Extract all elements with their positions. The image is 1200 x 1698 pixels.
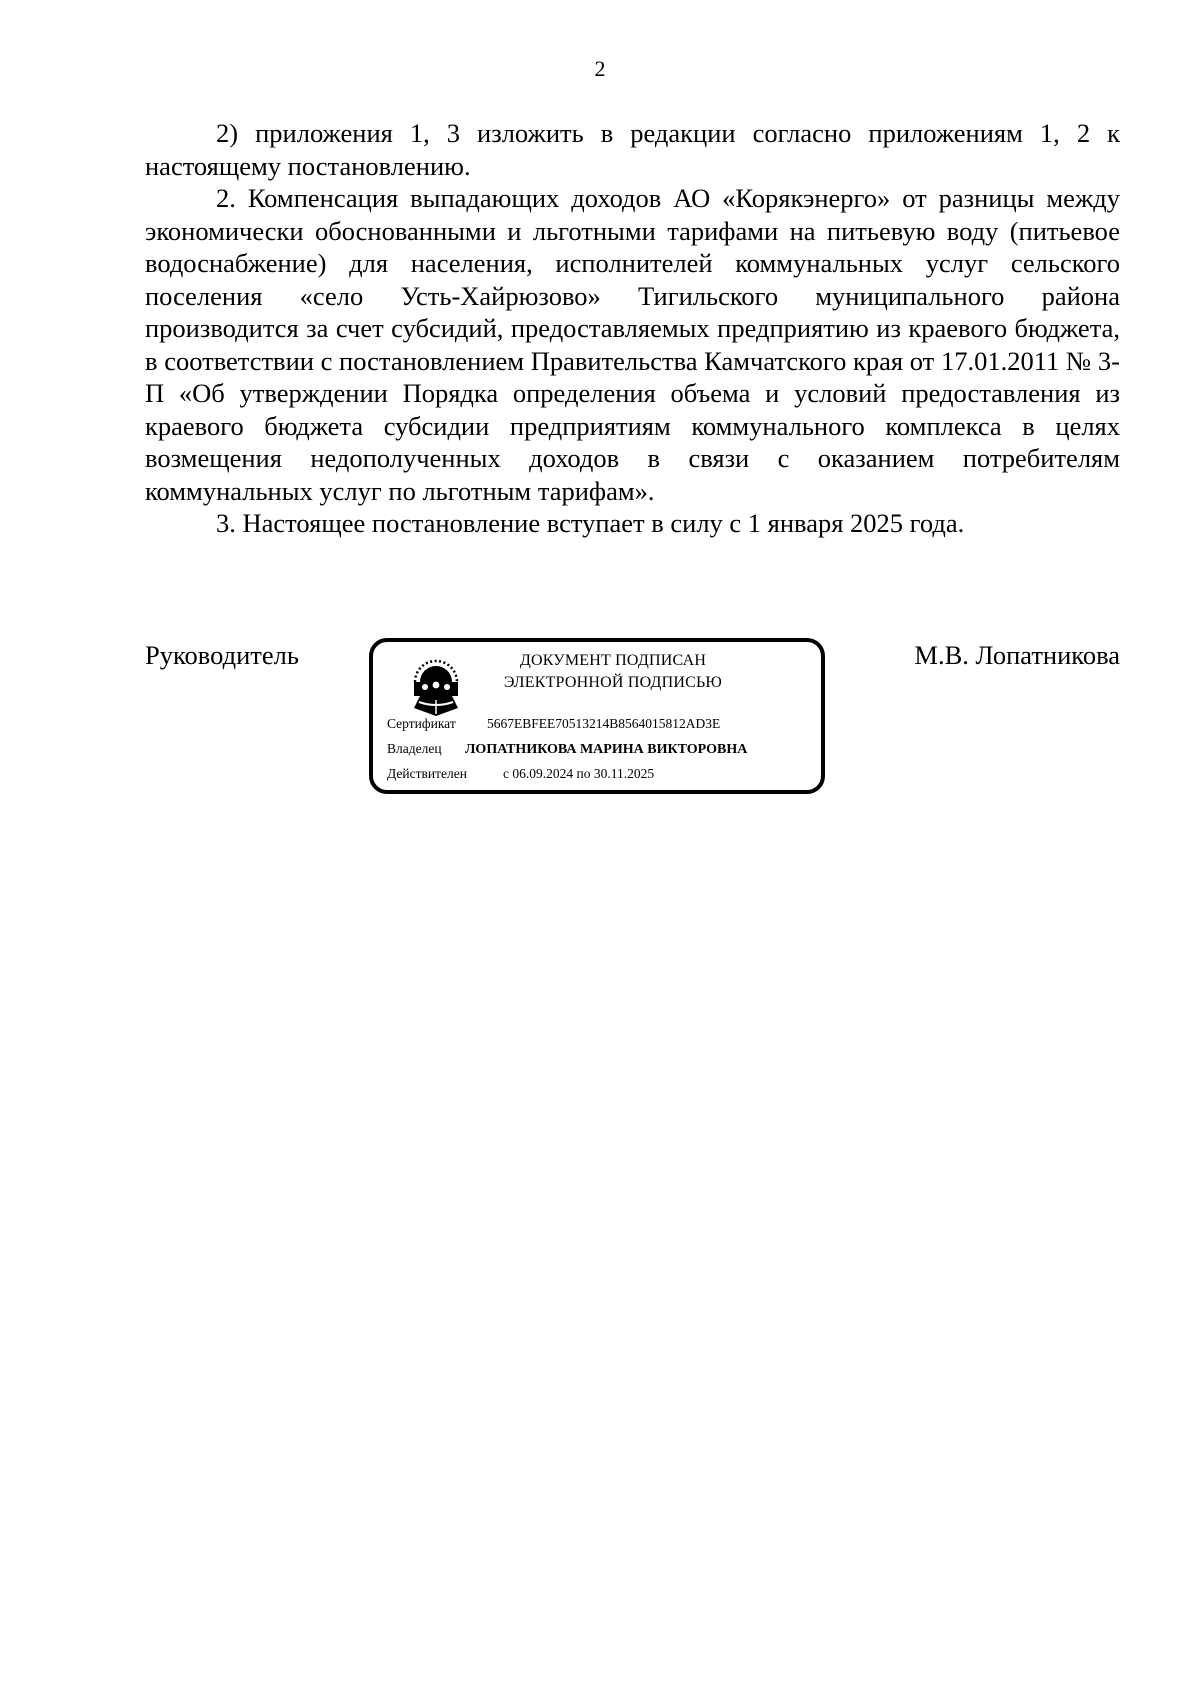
page-number: 2	[594, 56, 606, 81]
certificate-row	[387, 716, 720, 732]
stamp-title-line-2: ЭЛЕКТРОННОЙ ПОДПИСЬЮ	[503, 674, 723, 691]
certificate-label: Сертификат	[387, 716, 456, 731]
stamp-title	[463, 650, 763, 694]
signer-position: Руководитель	[145, 640, 299, 670]
certificate-value: 5667EBFEE70513214B8564015812AD3E	[487, 716, 721, 731]
document-body	[145, 117, 1120, 540]
signer-name: М.В. Лопатникова	[914, 640, 1120, 670]
electronic-signature-stamp	[369, 638, 825, 794]
coat-of-arms-icon	[407, 656, 465, 718]
stamp-title-line-1: ДОКУМЕНТ ПОДПИСАН	[519, 652, 707, 669]
paragraph-2: 2. Компенсация выпадающих доходов АО «Корякэнерго» от разницы между экономически обоснованными и льготными тарифами на питьевую воду (питьевое водоснабжение) для населения, исполнителей коммунальных услуг сельского поселения «село Усть-Хайрюзово» Тигильского муниципального района производится за счет субсидий, предоставляемых предприятию из краевого бюджета, в соответствии с постановлением Правительства Камчатского края от 17.01.2011 № 3-П «Об утверждении Порядка определения объема и условий предоставления из краевого бюджета субсидии предприятиям коммунального комплекса в целях возмещения недополученных доходов в связи с оказанием потребителям коммунальных услуг по льготным тарифам».	[145, 183, 1120, 506]
paragraph-1: 2) приложения 1, 3 изложить в редакции согласно приложениям 1, 2 к настоящему постановлению.	[145, 118, 1120, 181]
validity-label: Действителен	[387, 766, 467, 781]
signature-block	[0, 640, 1200, 800]
owner-value: ЛОПАТНИКОВА МАРИНА ВИКТОРОВНА	[465, 742, 748, 757]
validity-row	[387, 766, 654, 782]
validity-value: с 06.09.2024 по 30.11.2025	[503, 766, 655, 781]
owner-row	[387, 741, 747, 758]
owner-label: Владелец	[387, 741, 442, 756]
paragraph-3: 3. Настоящее постановление вступает в силу с 1 января 2025 года.	[216, 508, 965, 538]
